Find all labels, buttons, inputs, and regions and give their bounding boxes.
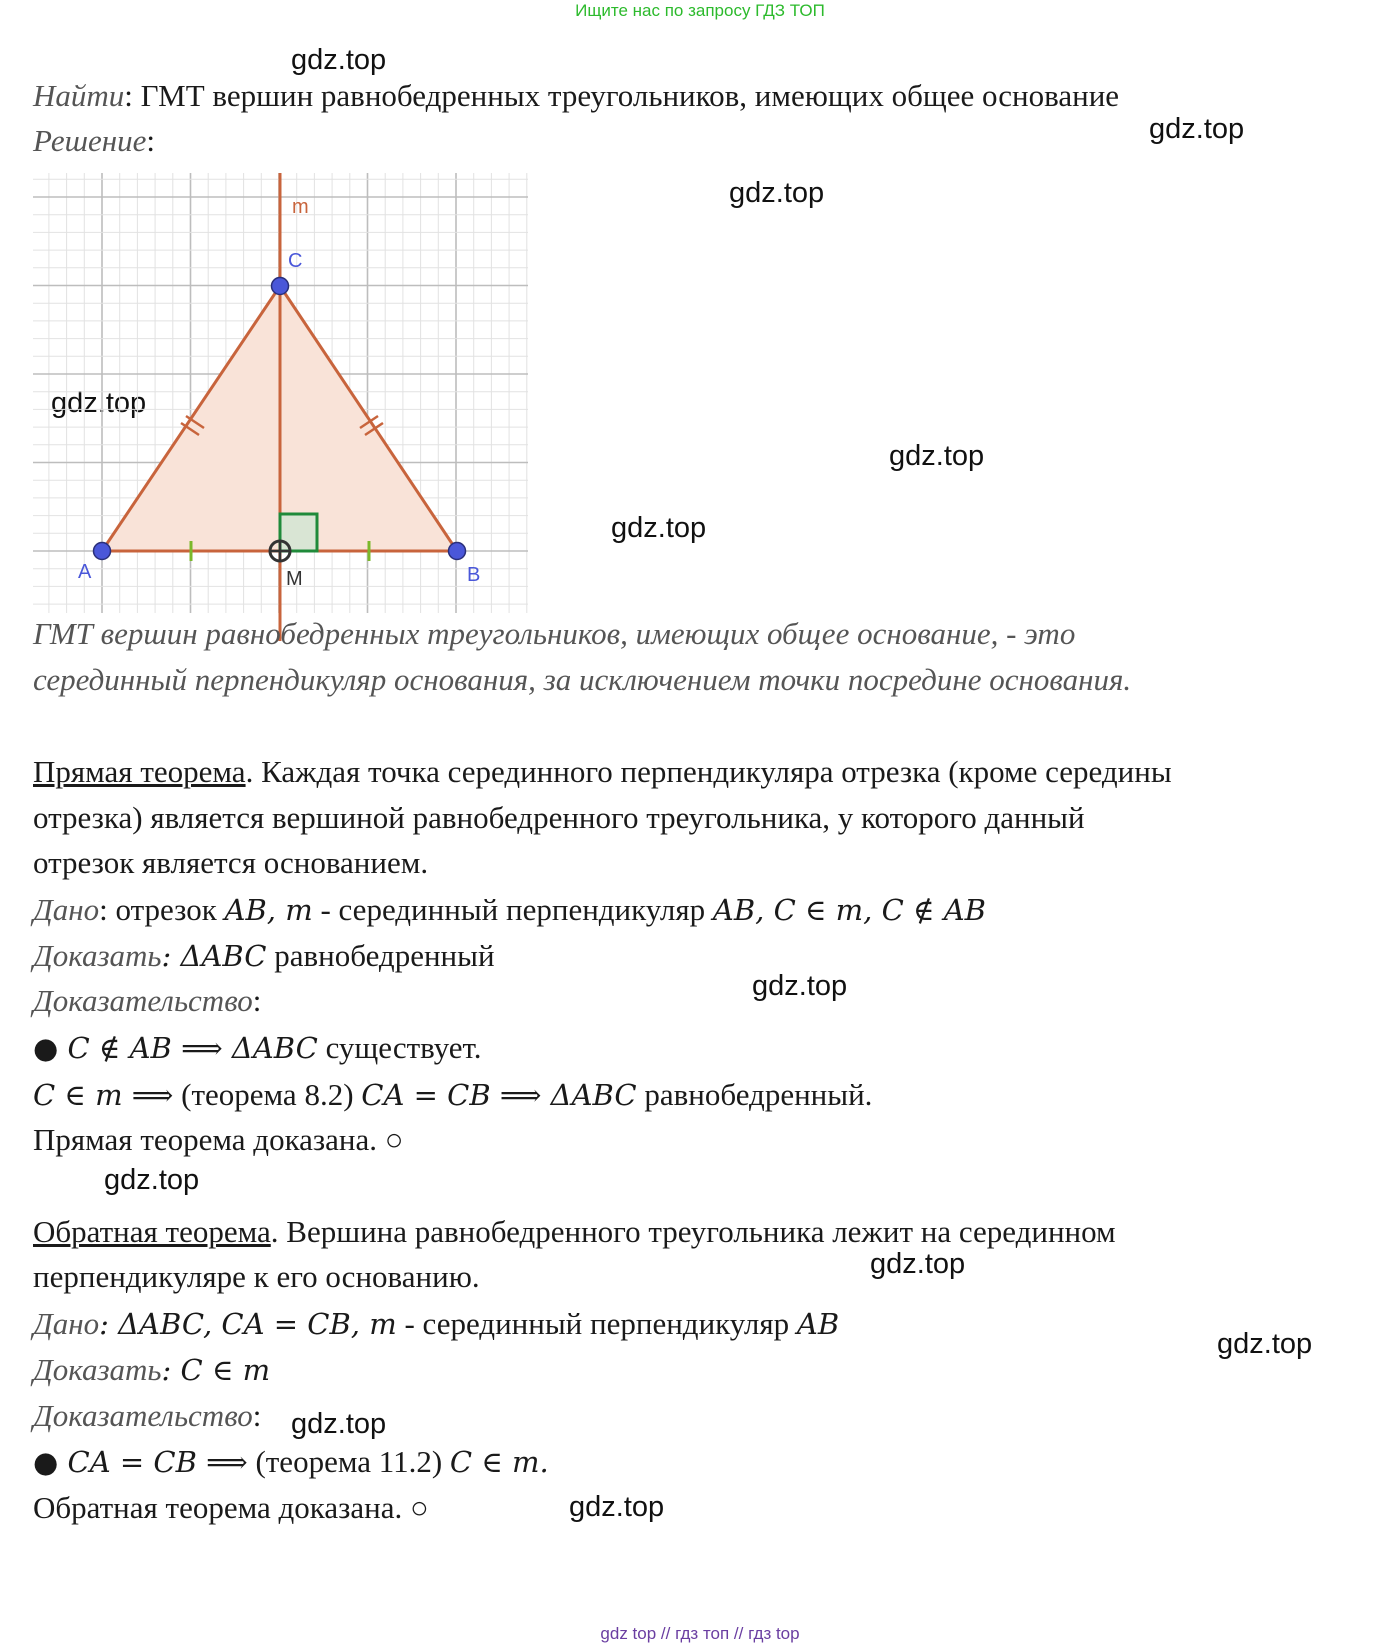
direct-step-2: [33, 1075, 872, 1115]
direct-line-3: отрезок является основанием.: [33, 845, 429, 880]
direct-title: Прямая теорема: [33, 754, 246, 789]
direct-step-1-math: ● C ∉ AB ⟹ ΔABC: [33, 1031, 318, 1065]
find-label: Найти: [33, 78, 125, 113]
watermark-2: gdz.top: [1149, 113, 1245, 145]
converse-proof-label: Доказательство: [33, 1398, 253, 1433]
converse-line-2: перпендикуляре к его основанию.: [33, 1259, 480, 1294]
watermark-9: gdz.top: [870, 1248, 966, 1280]
solution-label: Решение: [33, 123, 147, 158]
direct-line-1-rest: . Каждая точка серединного перпендикуляра отрезка (кроме середины: [245, 754, 1172, 789]
direct-line-2: отрезка) является вершиной равнобедренного треугольника, у которого данный: [33, 800, 1085, 835]
direct-given-math-2: AB, C ∈ m, C ∉ AB: [712, 893, 986, 927]
direct-given: [33, 890, 986, 930]
find-text: : ГМТ вершин равнобедренных треугольников, имеющих общее основание: [124, 78, 1120, 113]
converse-given-math-2: AB: [796, 1307, 840, 1341]
direct-given-label: Дано: [33, 892, 100, 927]
conclusion-line-2: серединный перпендикуляр основания, за исключением точки посредине основания.: [33, 662, 1132, 697]
point-c: [272, 278, 289, 295]
top-banner[interactable]: Ищите нас по запросу ГДЗ ТОП: [575, 1, 825, 20]
point-a: [94, 543, 111, 560]
converse-prove-label: Доказать: [33, 1352, 162, 1387]
converse-step-1-math: ● CA = CB ⟹: [33, 1445, 248, 1479]
direct-prove-label: Доказать: [33, 938, 162, 973]
converse-step-1: [33, 1442, 549, 1482]
triangle-figure: [33, 173, 563, 641]
direct-proof-label: Доказательство: [33, 983, 253, 1018]
converse-title: Обратная теорема: [33, 1214, 271, 1249]
converse-proof-label-line: Доказательство:: [33, 1398, 262, 1433]
direct-step-2-math-1: C ∈ m ⟹: [33, 1078, 174, 1112]
converse-step-1-math-2: C ∈ m.: [449, 1445, 549, 1479]
direct-step-1: [33, 1028, 482, 1068]
watermark-8: gdz.top: [104, 1164, 200, 1196]
watermark-1: gdz.top: [291, 44, 387, 76]
converse-prove-math: : C ∈ m: [161, 1353, 271, 1387]
watermark-4: gdz.top: [51, 387, 147, 419]
converse-given-math-1: : ΔABC, CA = CB, m: [99, 1307, 397, 1341]
find-line: [33, 76, 1119, 116]
direct-prove: [33, 936, 495, 976]
label-m: m: [292, 196, 309, 218]
converse-prove: [33, 1350, 270, 1390]
watermark-10: gdz.top: [1217, 1328, 1313, 1360]
right-angle-mark: [280, 514, 317, 551]
watermark-3: gdz.top: [729, 177, 825, 209]
footer-links[interactable]: gdz top // гдз топ // гдз top: [600, 1624, 800, 1643]
watermark-5: gdz.top: [889, 440, 985, 472]
direct-step-2-math-2: CA = CB ⟹ ΔABC: [361, 1078, 637, 1112]
point-b: [449, 543, 466, 560]
direct-given-text: : отрезок: [99, 892, 225, 927]
watermark-7: gdz.top: [752, 970, 848, 1002]
watermark-12: gdz.top: [569, 1491, 665, 1523]
converse-given-text: - серединный перпендикуляр: [396, 1306, 797, 1341]
label-a: A: [78, 561, 92, 583]
converse-given-label: Дано: [33, 1306, 100, 1341]
direct-proof-label-line: Доказательство:: [33, 983, 262, 1018]
direct-given-math-1: AB, m: [224, 893, 313, 927]
direct-given-mid: - серединный перпендикуляр: [312, 892, 713, 927]
label-c: C: [288, 250, 303, 272]
watermark-6: gdz.top: [611, 512, 707, 544]
watermark-11: gdz.top: [291, 1408, 387, 1440]
direct-done: Прямая теорема доказана. ○: [33, 1122, 404, 1157]
direct-prove-text: равнобедренный: [266, 938, 495, 973]
direct-line-1: [33, 752, 1172, 792]
converse-given: [33, 1304, 839, 1344]
direct-step-2-text-2: равнобедренный.: [636, 1077, 873, 1112]
label-b: B: [467, 564, 481, 586]
solution-line: Решение:: [33, 123, 155, 158]
converse-step-1-text: (теорема 11.2): [247, 1444, 450, 1479]
converse-line-1: [33, 1212, 1116, 1252]
converse-line-1-rest: . Вершина равнобедренного треугольника лежит на серединном: [270, 1214, 1116, 1249]
direct-step-1-text: существует.: [317, 1030, 482, 1065]
direct-step-2-text: (теорема 8.2): [173, 1077, 362, 1112]
direct-prove-math: : ΔABC: [161, 939, 267, 973]
label-mid: M: [286, 568, 303, 590]
converse-done: Обратная теорема доказана. ○: [33, 1490, 429, 1525]
conclusion-line-1: ГМТ вершин равнобедренных треугольников, имеющих общее основание, - это: [33, 616, 1076, 651]
